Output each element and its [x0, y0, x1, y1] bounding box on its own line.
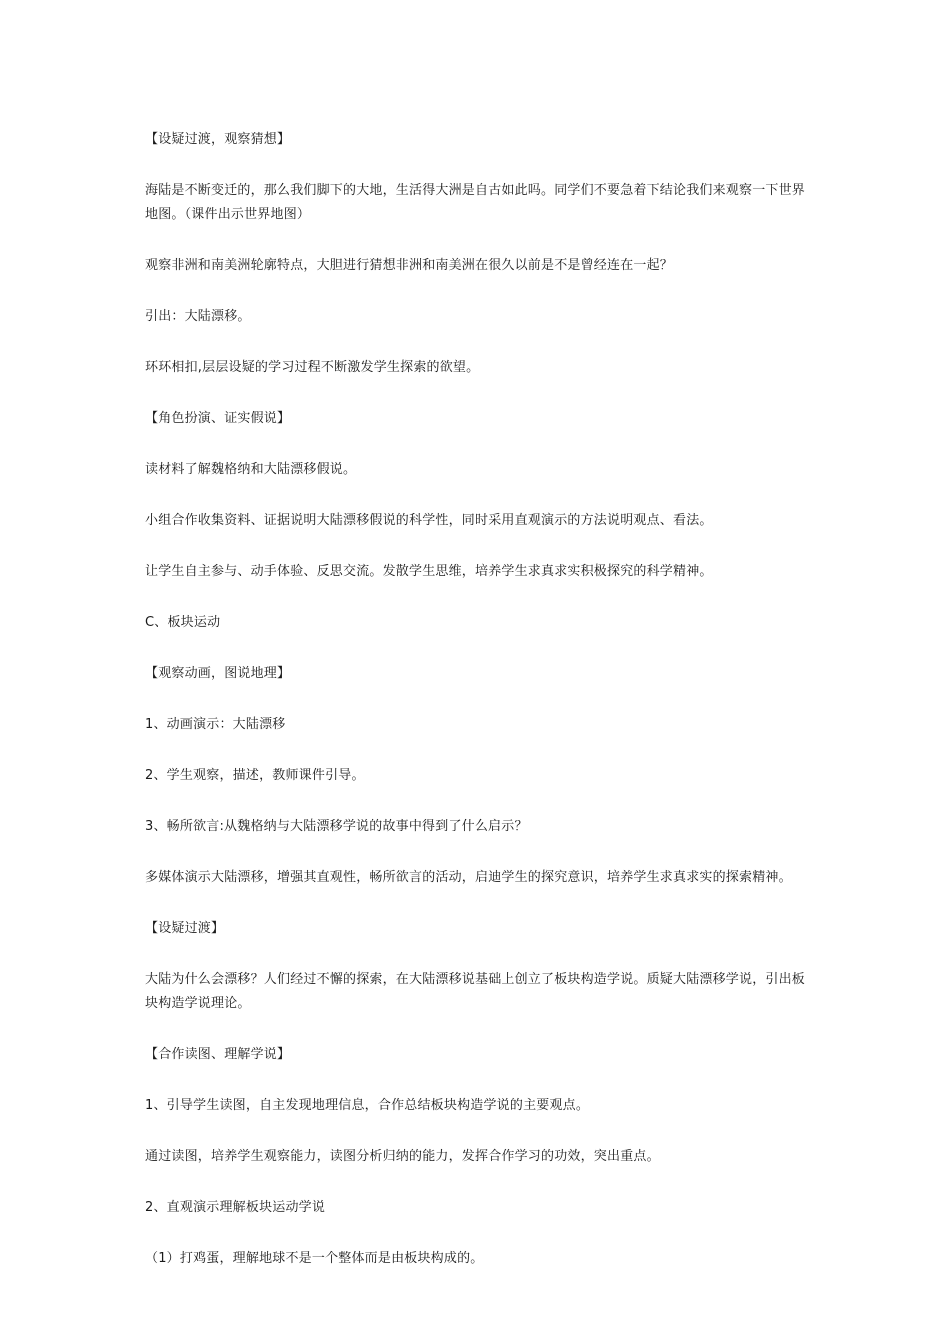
section-heading-plate-movement: C、板块运动	[145, 615, 221, 630]
paragraph-sea-land-change: 海陆是不断变迁的，那么我们脚下的大地，生活得大洲是自古如此吗。同学们不要急着下结论我们来观察一下世界地图。（课件出示世界地图）	[145, 183, 806, 222]
paragraph-introduce-drift: 引出：大陆漂移。	[145, 309, 251, 324]
paragraph-reading-skills: 通过读图，培养学生观察能力，读图分析归纳的能力，发挥合作学习的功效，突出重点。	[145, 1149, 660, 1164]
list-item-egg-demo: （1）打鸡蛋，理解地球不是一个整体而是由板块构成的。	[145, 1251, 484, 1266]
section-heading-doubt-transition: 【设疑过渡，观察猜想】	[145, 132, 291, 147]
document-body	[145, 128, 810, 1298]
paragraph-observe-outline: 观察非洲和南美洲轮廓特点，大胆进行猜想非洲和南美洲在很久以前是不是曾经连在一起？	[145, 258, 674, 273]
list-item-animation-demo: 1、动画演示：大陆漂移	[145, 717, 286, 732]
list-item-student-observe: 2、学生观察，描述，教师课件引导。	[145, 768, 365, 783]
paragraph-read-material: 读材料了解魏格纳和大陆漂移假说。	[145, 462, 357, 477]
list-item-free-discussion: 3、畅所欲言:从魏格纳与大陆漂移学说的故事中得到了什么启示？	[145, 819, 528, 834]
section-heading-observe-animation: 【观察动画，图说地理】	[145, 666, 291, 681]
section-heading-doubt-transition-2: 【设疑过渡】	[145, 921, 225, 936]
paragraph-group-cooperation: 小组合作收集资料、证据说明大陆漂移假说的科学性，同时采用直观演示的方法说明观点、看法。	[145, 513, 713, 528]
paragraph-multimedia-demo: 多媒体演示大陆漂移，增强其直观性，畅所欲言的活动，启迪学生的探究意识，培养学生求真求实的探索精神。	[145, 870, 792, 885]
paragraph-stimulate-interest: 环环相扣,层层设疑的学习过程不断激发学生探索的欲望。	[145, 360, 480, 375]
list-item-visual-demo: 2、直观演示理解板块运动学说	[145, 1200, 326, 1215]
paragraph-why-drift: 大陆为什么会漂移？人们经过不懈的探索，在大陆漂移说基础上创立了板块构造学说。质疑大陆漂移学说，引出板块构造学说理论。	[145, 972, 806, 1011]
section-heading-cooperative-reading: 【合作读图、理解学说】	[145, 1047, 291, 1062]
section-heading-role-play: 【角色扮演、证实假说】	[145, 411, 291, 426]
list-item-guide-reading: 1、引导学生读图，自主发现地理信息，合作总结板块构造学说的主要观点。	[145, 1098, 590, 1113]
paragraph-student-participation: 让学生自主参与、动手体验、反思交流。发散学生思维，培养学生求真求实积极探究的科学精神。	[145, 564, 713, 579]
